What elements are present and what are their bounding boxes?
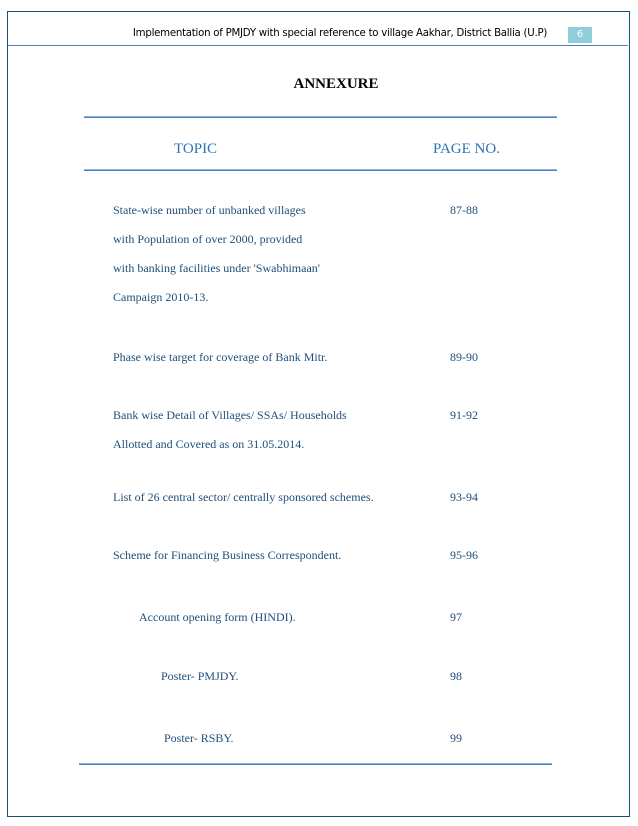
annex-entry-topic: Scheme for Financing Business Correspondent. bbox=[113, 548, 342, 562]
topic-line: with Population of over 2000, provided bbox=[113, 232, 303, 246]
bottom-rule bbox=[79, 763, 552, 765]
top-rule bbox=[84, 116, 557, 118]
annex-entry-topic: Account opening form (HINDI). bbox=[139, 610, 296, 624]
topic-line: with banking facilities under 'Swabhimaan' bbox=[113, 261, 320, 275]
annex-entry-topic: List of 26 central sector/ centrally sponsored schemes. bbox=[113, 490, 374, 504]
annex-entry-topic: Poster- PMJDY. bbox=[161, 669, 239, 683]
topic-line: Allotted and Covered as on 31.05.2014. bbox=[113, 437, 305, 451]
topic-line: Bank wise Detail of Villages/ SSAs/ Households bbox=[113, 408, 347, 422]
annex-entry-topic: Poster- RSBY. bbox=[164, 731, 234, 745]
annexure-title: ANNEXURE bbox=[293, 76, 379, 92]
annex-entry-pages: 89-90 bbox=[450, 350, 478, 364]
annex-entry-topic: Phase wise target for coverage of Bank Mitr. bbox=[113, 350, 328, 364]
annex-entry-pages: 95-96 bbox=[450, 548, 478, 562]
running-header: Implementation of PMJDY with special reference to village Aakhar, District Ballia (U.P) bbox=[132, 28, 548, 39]
annex-entry-pages: 93-94 bbox=[450, 490, 478, 504]
topic-column-header: TOPIC bbox=[174, 141, 218, 157]
header-bottom-rule bbox=[84, 169, 557, 171]
page-number-badge: 6 bbox=[568, 27, 592, 43]
topic-line: Campaign 2010-13. bbox=[113, 290, 209, 304]
topic-line: State-wise number of unbanked villages bbox=[113, 203, 306, 217]
annex-entry-pages: 97 bbox=[450, 610, 462, 624]
annex-entry-pages: 91-92 bbox=[450, 408, 478, 422]
annex-entry-pages: 99 bbox=[450, 731, 462, 745]
annex-entry-pages: 98 bbox=[450, 669, 462, 683]
header-rule bbox=[8, 45, 628, 46]
page-column-header: PAGE NO. bbox=[433, 141, 500, 157]
annex-entry-pages: 87-88 bbox=[450, 203, 478, 217]
